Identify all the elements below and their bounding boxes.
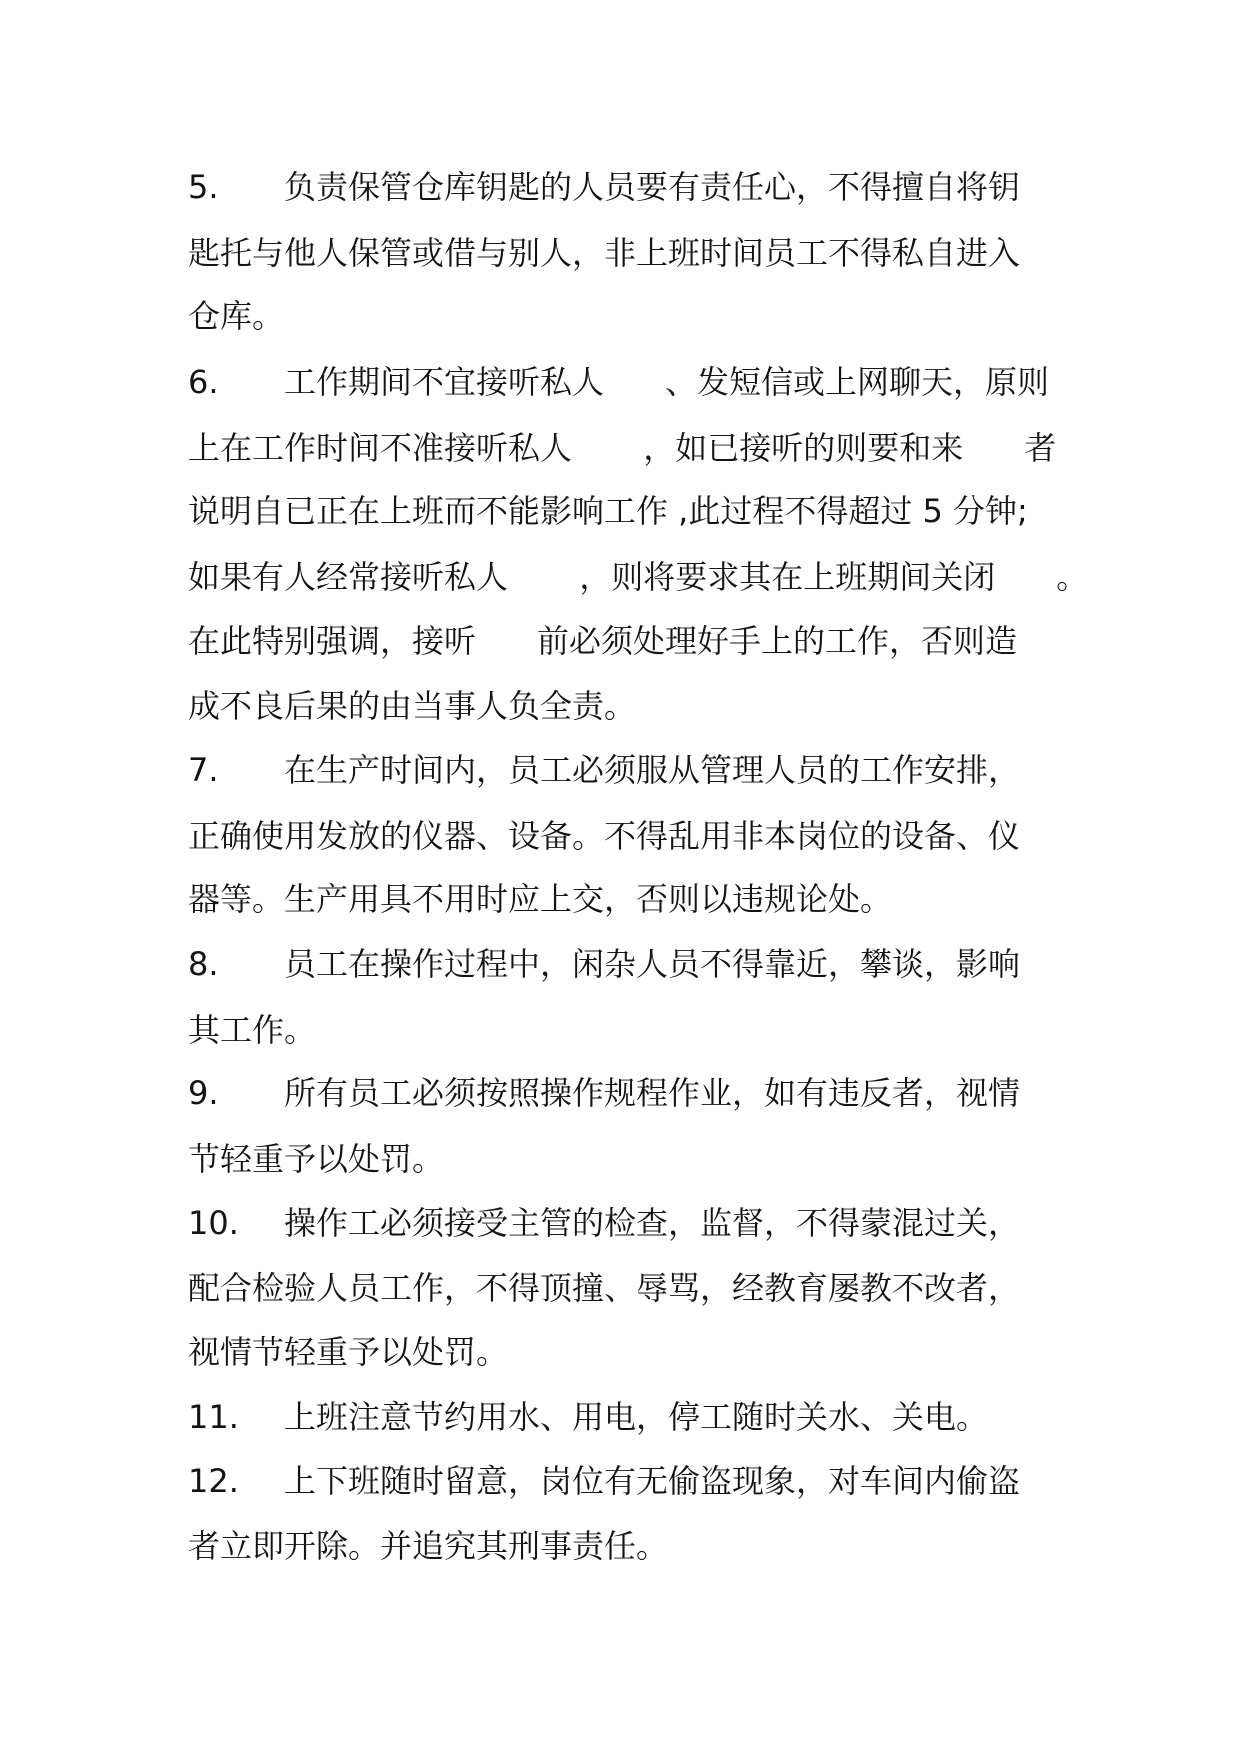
item-continuation — [188, 415, 1088, 481]
list-item-5 — [188, 154, 1088, 220]
item-text-line: 其工作。 — [188, 1011, 317, 1049]
item-text-line: 节轻重予以处罚。 — [188, 1140, 445, 1178]
item-text-line: 配合检验人员工作，不得顶撞、辱骂，经教育屡教不改者， — [188, 1269, 1021, 1307]
item-continuation — [188, 1255, 1088, 1321]
item-text-line: 在此特别强调，接听 前必须处理好手上的工作，否则造 — [188, 622, 1018, 660]
item-text-line: 匙托与他人保管或借与别人，非上班时间员工不得私自进入 — [188, 234, 1021, 272]
item-continuation — [188, 478, 1088, 544]
item-text-line: 上下班随时留意，岗位有无偷盗现象，对车间内偷盗 — [284, 1462, 1021, 1500]
item-number: 12. — [188, 1462, 239, 1500]
item-text-line: 上在工作时间不准接听私人 ，如已接听的则要和来 者 — [188, 429, 1057, 467]
item-continuation — [188, 866, 1088, 932]
item-text-line: 所有员工必须按照操作规程作业，如有违反者，视情 — [284, 1074, 1021, 1112]
list-item-8 — [188, 931, 1088, 997]
item-text-line: 操作工必须接受主管的检查，监督，不得蒙混过关， — [284, 1204, 1021, 1242]
item-continuation — [188, 283, 1088, 349]
item-text-line: 负责保管仓库钥匙的人员要有责任心，不得擅自将钥 — [284, 168, 1021, 206]
item-continuation — [188, 803, 1088, 869]
item-continuation — [188, 1319, 1088, 1385]
item-continuation — [188, 1513, 1088, 1579]
item-text-line: 视情节轻重予以处罚。 — [188, 1333, 509, 1371]
item-continuation — [188, 220, 1088, 286]
list-item-10 — [188, 1190, 1088, 1256]
item-text-line: 在生产时间内，员工必须服从管理人员的工作安排， — [284, 751, 1021, 789]
item-text-line: 工作期间不宜接听私人 、发短信或上网聊天，原则 — [284, 363, 1050, 401]
list-item-6 — [188, 349, 1088, 415]
item-text-line: 如果有人经常接听私人 ，则将要求其在上班期间关闭 。 — [188, 558, 1089, 596]
item-text-line: 员工在操作过程中，闲杂人员不得靠近，攀谈，影响 — [284, 945, 1021, 983]
item-text-line: 说明自已正在上班而不能影响工作 ,此过程不得超过 5 分钟; — [188, 492, 1028, 530]
list-item-11 — [188, 1384, 1088, 1450]
item-number: 6. — [188, 363, 219, 401]
item-text-line: 器等。生产用具不用时应上交，否则以违规论处。 — [188, 880, 893, 918]
item-continuation — [188, 997, 1088, 1063]
list-item-12 — [188, 1448, 1088, 1514]
item-number: 11. — [188, 1398, 239, 1436]
item-number: 10. — [188, 1204, 239, 1242]
item-text-line: 者立即开除。并追究其刑事责任。 — [188, 1527, 669, 1565]
item-continuation — [188, 673, 1088, 739]
item-text-line: 正确使用发放的仪器、设备。不得乱用非本岗位的设备、仪 — [188, 817, 1021, 855]
item-number: 9. — [188, 1074, 219, 1112]
item-continuation — [188, 608, 1088, 674]
item-text-line: 成不良后果的由当事人负全责。 — [188, 687, 637, 725]
item-continuation — [188, 1126, 1088, 1192]
item-number: 7. — [188, 751, 219, 789]
item-number: 5. — [188, 168, 219, 206]
item-text-line: 仓库。 — [188, 297, 285, 335]
item-continuation — [188, 544, 1088, 610]
item-text-line: 上班注意节约用水、用电，停工随时关水、关电。 — [284, 1398, 989, 1436]
list-item-9 — [188, 1060, 1088, 1126]
item-number: 8. — [188, 945, 219, 983]
list-item-7 — [188, 737, 1088, 803]
